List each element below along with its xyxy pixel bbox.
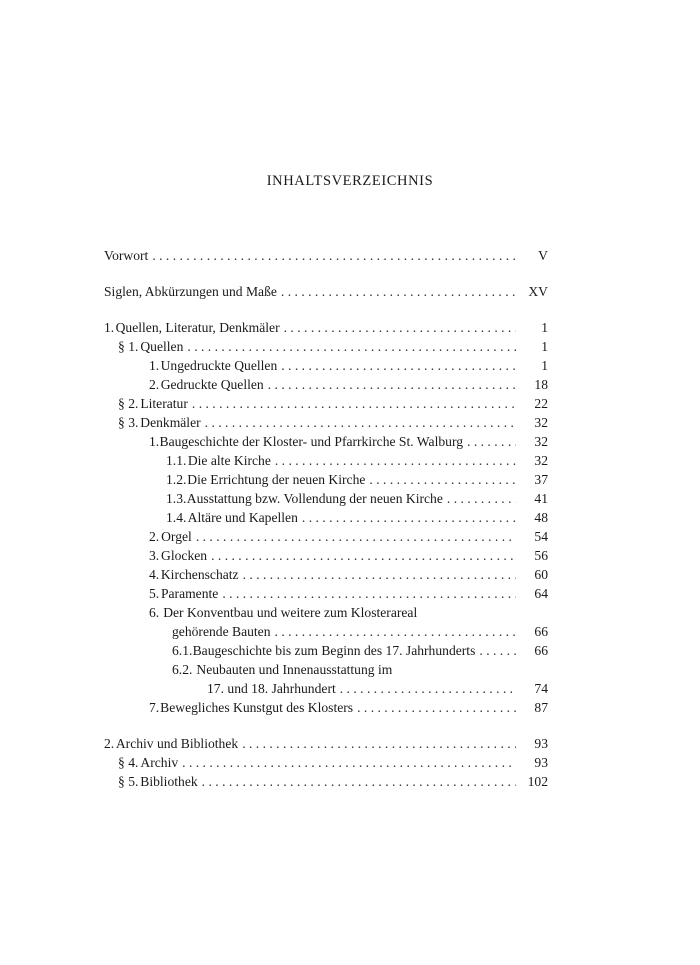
toc-entry — [104, 282, 548, 302]
toc-entry — [149, 356, 548, 376]
toc-number: 1.1. — [166, 453, 187, 468]
toc-entry — [166, 489, 548, 509]
toc-number: 2. — [149, 377, 160, 392]
leader-dots — [242, 734, 516, 754]
leader-dots — [243, 565, 516, 585]
toc-label: Ungedruckte Quellen — [160, 358, 278, 373]
toc-page: 93 — [534, 755, 548, 770]
toc-entry — [149, 546, 548, 566]
toc-entry — [166, 470, 548, 490]
toc-page: 56 — [534, 548, 548, 563]
toc-page: 1 — [541, 358, 548, 373]
toc-page: 18 — [534, 377, 548, 392]
toc-number: § 5. — [118, 774, 139, 789]
toc-entry — [118, 413, 548, 433]
leader-dots — [281, 356, 516, 376]
toc-page: 54 — [534, 529, 548, 544]
leader-dots — [275, 451, 516, 471]
toc-page: 66 — [534, 643, 548, 658]
toc-label: Denkmäler — [140, 415, 201, 430]
toc-label: gehörende Bauten — [172, 624, 271, 639]
toc-entry — [149, 527, 548, 547]
leader-dots — [182, 753, 516, 773]
toc-label: Quellen, Literatur, Denkmäler — [115, 320, 280, 335]
toc-number: 1. — [149, 434, 160, 449]
toc-page: 32 — [534, 434, 548, 449]
toc-label: Orgel — [161, 529, 192, 544]
toc-page: 87 — [534, 700, 548, 715]
toc-entry — [166, 508, 548, 528]
toc-label: Siglen, Abkürzungen und Maße — [104, 284, 277, 299]
toc-number: 6.1. — [172, 643, 193, 658]
toc-page: 93 — [534, 736, 548, 751]
toc-entry — [149, 603, 548, 623]
page-title: INHALTSVERZEICHNIS — [266, 173, 434, 189]
toc-page: 48 — [534, 510, 548, 525]
toc-entry — [118, 337, 548, 357]
toc-label: Neubauten und Innenausstattung im — [196, 662, 393, 677]
toc-number: § 2. — [118, 396, 139, 411]
toc-page: 64 — [534, 586, 548, 601]
toc-entry — [118, 753, 548, 773]
toc-number: 5. — [149, 586, 160, 601]
toc-page: V — [538, 248, 548, 263]
leader-dots — [369, 470, 516, 490]
toc-label: Die alte Kirche — [187, 453, 271, 468]
toc-entry — [166, 451, 548, 471]
toc-label: Vorwort — [104, 248, 149, 263]
toc-number: 1.4. — [166, 510, 187, 525]
leader-dots — [302, 508, 516, 528]
toc-entry — [149, 565, 548, 585]
toc-entry — [207, 679, 548, 699]
toc-page: 41 — [534, 491, 548, 506]
leader-dots — [192, 394, 516, 414]
leader-dots — [479, 641, 516, 661]
leader-dots — [281, 282, 516, 302]
leader-dots — [284, 318, 516, 338]
toc-page: 66 — [534, 624, 548, 639]
toc-number: 6.2. — [172, 662, 193, 677]
toc-page: 22 — [534, 396, 548, 411]
toc-label: Paramente — [160, 586, 219, 601]
toc-number: § 3. — [118, 415, 139, 430]
leader-dots — [275, 622, 516, 642]
toc-label: 17. und 18. Jahrhundert — [207, 681, 336, 696]
toc-number: 6. — [149, 605, 160, 620]
leader-dots — [467, 432, 516, 452]
leader-dots — [187, 337, 516, 357]
leader-dots — [205, 413, 516, 433]
leader-dots — [152, 246, 516, 266]
toc-page: 32 — [534, 415, 548, 430]
toc-label: Gedruckte Quellen — [160, 377, 264, 392]
leader-dots — [268, 375, 516, 395]
toc-entry — [149, 432, 548, 452]
toc-page: 60 — [534, 567, 548, 582]
toc-entry — [104, 318, 548, 338]
leader-dots — [447, 489, 516, 509]
toc-entry — [149, 584, 548, 604]
toc-label: Archiv — [140, 755, 179, 770]
toc-label: Baugeschichte der Kloster- und Pfarrkirche St. Walburg — [159, 434, 464, 449]
toc-label: Ausstattung bzw. Vollendung der neuen Kirche — [186, 491, 443, 506]
toc-entry — [104, 246, 548, 266]
toc-page: 102 — [527, 774, 548, 789]
toc-label: Archiv und Bibliothek — [115, 736, 239, 751]
toc-entry — [172, 641, 548, 661]
toc-number: 3. — [149, 548, 160, 563]
toc-entry — [149, 375, 548, 395]
toc-number: 4. — [149, 567, 160, 582]
toc-number: § 1. — [118, 339, 139, 354]
toc-entry — [172, 660, 548, 680]
toc-entry — [118, 394, 548, 414]
toc-number: 2. — [104, 736, 115, 751]
toc-number: 2. — [149, 529, 160, 544]
toc-number: § 4. — [118, 755, 139, 770]
toc-entry — [118, 772, 548, 792]
toc-label: Glocken — [161, 548, 208, 563]
toc-label: Der Konventbau und weitere zum Klosterareal — [163, 605, 418, 620]
toc-label: Quellen — [140, 339, 184, 354]
toc-label: Kirchenschatz — [160, 567, 239, 582]
toc-entry — [104, 734, 548, 754]
toc-page: 1 — [541, 339, 548, 354]
toc-page: 32 — [534, 453, 548, 468]
leader-dots — [211, 546, 516, 566]
toc-page: 37 — [534, 472, 548, 487]
leader-dots — [222, 584, 516, 604]
toc-number: 1.2. — [166, 472, 187, 487]
leader-dots — [196, 527, 516, 547]
toc-page: 1 — [541, 320, 548, 335]
toc-number: 1. — [104, 320, 115, 335]
leader-dots — [357, 698, 516, 718]
leader-dots — [202, 772, 516, 792]
toc-page: 74 — [534, 681, 548, 696]
toc-number: 1.3. — [166, 491, 187, 506]
toc-entry — [172, 622, 548, 642]
toc-page: XV — [528, 284, 548, 299]
toc-label: Literatur — [140, 396, 188, 411]
leader-dots — [340, 679, 516, 699]
toc-entry — [149, 698, 548, 718]
toc-label: Bewegliches Kunstgut des Klosters — [160, 700, 354, 715]
toc-number: 1. — [149, 358, 160, 373]
toc-number: 7. — [149, 700, 160, 715]
toc-label: Baugeschichte bis zum Beginn des 17. Jahrhunderts — [192, 643, 476, 658]
toc-label: Die Errichtung der neuen Kirche — [187, 472, 366, 487]
toc-label: Bibliothek — [140, 774, 198, 789]
toc-label: Altäre und Kapellen — [187, 510, 298, 525]
